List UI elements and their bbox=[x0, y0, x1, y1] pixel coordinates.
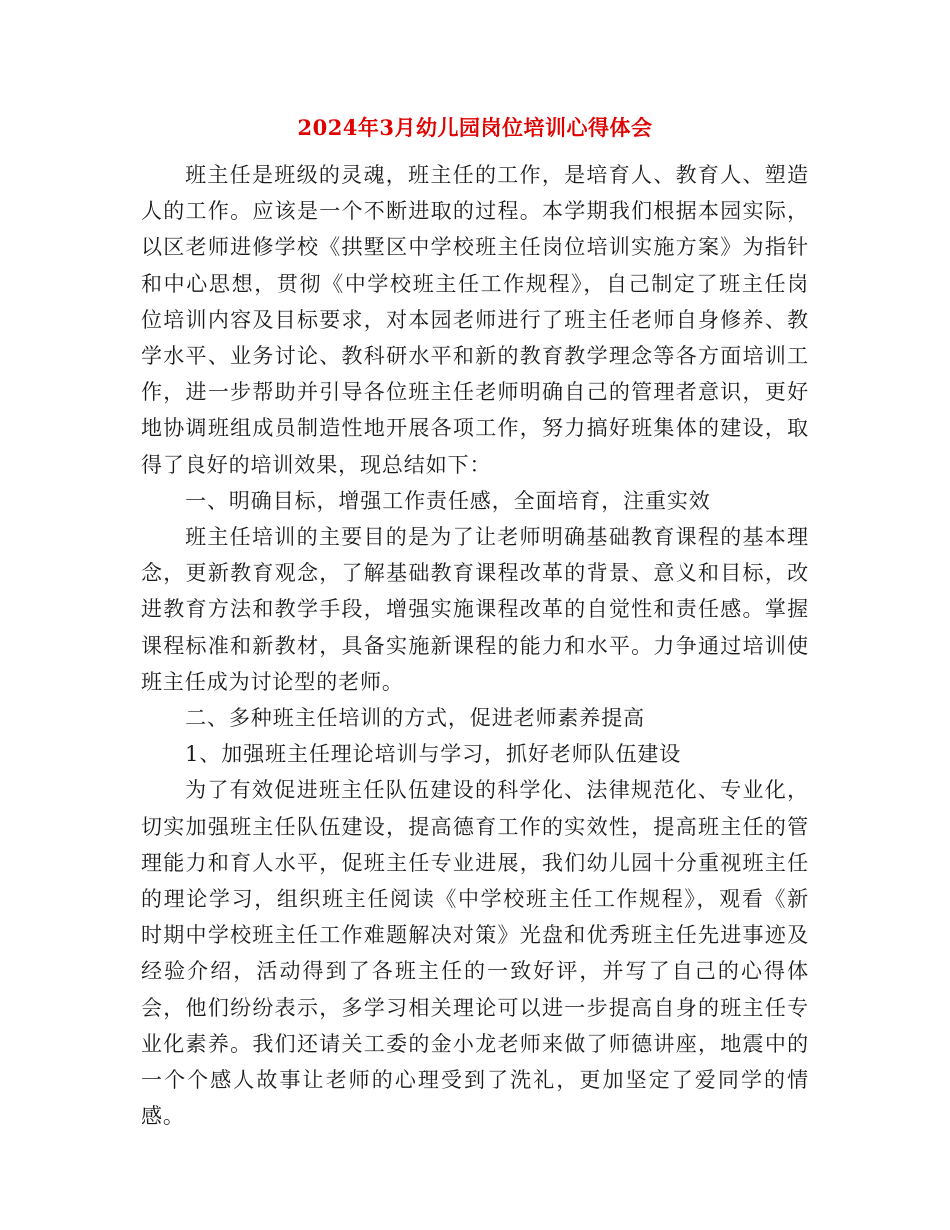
paragraph-section-1: 班主任培训的主要目的是为了让老师明确基础教育课程的基本理念，更新教育观念，了解基础教育课程改革的背景、意义和目标，改进教育方法和教学手段，增强实施课程改革的自觉性和责任感。掌握课程标准和新教材，具备实施新课程的能力和水平。力争通过培训使班主任成为讨论型的老师。 bbox=[141, 525, 809, 694]
paragraph-intro: 班主任是班级的灵魂，班主任的工作，是培育人、教育人、塑造人的工作。应该是一个不断进取的过程。本学期我们根据本园实际，以区老师进修学校《拱墅区中学校班主任岗位培训实施方案》为指针和中心思想，贯彻《中学校班主任工作规程》，自己制定了班主任岗位培训内容及目标要求，对本园老师进行了班主任老师自身修养、教学水平、业务讨论、教科研水平和新的教育教学理念等各方面培训工作，进一步帮助并引导各位班主任老师明确自己的管理者意识，更好地协调班组成员制造性地开展各项工作，努力搞好班集体的建设，取得了良好的培训效果，现总结如下： bbox=[141, 163, 809, 477]
subheading-section-2-1: 1、加强班主任理论培训与学习，抓好老师队伍建设 bbox=[185, 742, 682, 767]
heading-section-2: 二、多种班主任培训的方式，促进老师素养提高 bbox=[185, 706, 645, 731]
heading-section-1: 一、明确目标，增强工作责任感，全面培育，注重实效 bbox=[185, 488, 711, 513]
document-body bbox=[141, 157, 809, 1134]
document-title: 2024年3月幼儿园岗位培训心得体会 bbox=[297, 115, 653, 140]
paragraph-section-2-1: 为了有效促进班主任队伍建设的科学化、法律规范化、专业化，切实加强班主任队伍建设，提高德育工作的实效性，提高班主任的管理能力和育人水平，促班主任专业进展，我们幼儿园十分重视班主任的理论学习，组织班主任阅读《中学校班主任工作规程》，观看《新时期中学校班主任工作难题解决对策》光盘和优秀班主任先进事迹及经验介绍，活动得到了各班主任的一致好评，并写了自己的心得体会，他们纷纷表示，多学习相关理论可以进一步提高自身的班主任专业化素养。我们还请关工委的金小龙老师来做了师德讲座，地震中的一个个感人故事让老师的心理受到了洗礼，更加坚定了爱同学的情感。 bbox=[141, 778, 809, 1129]
